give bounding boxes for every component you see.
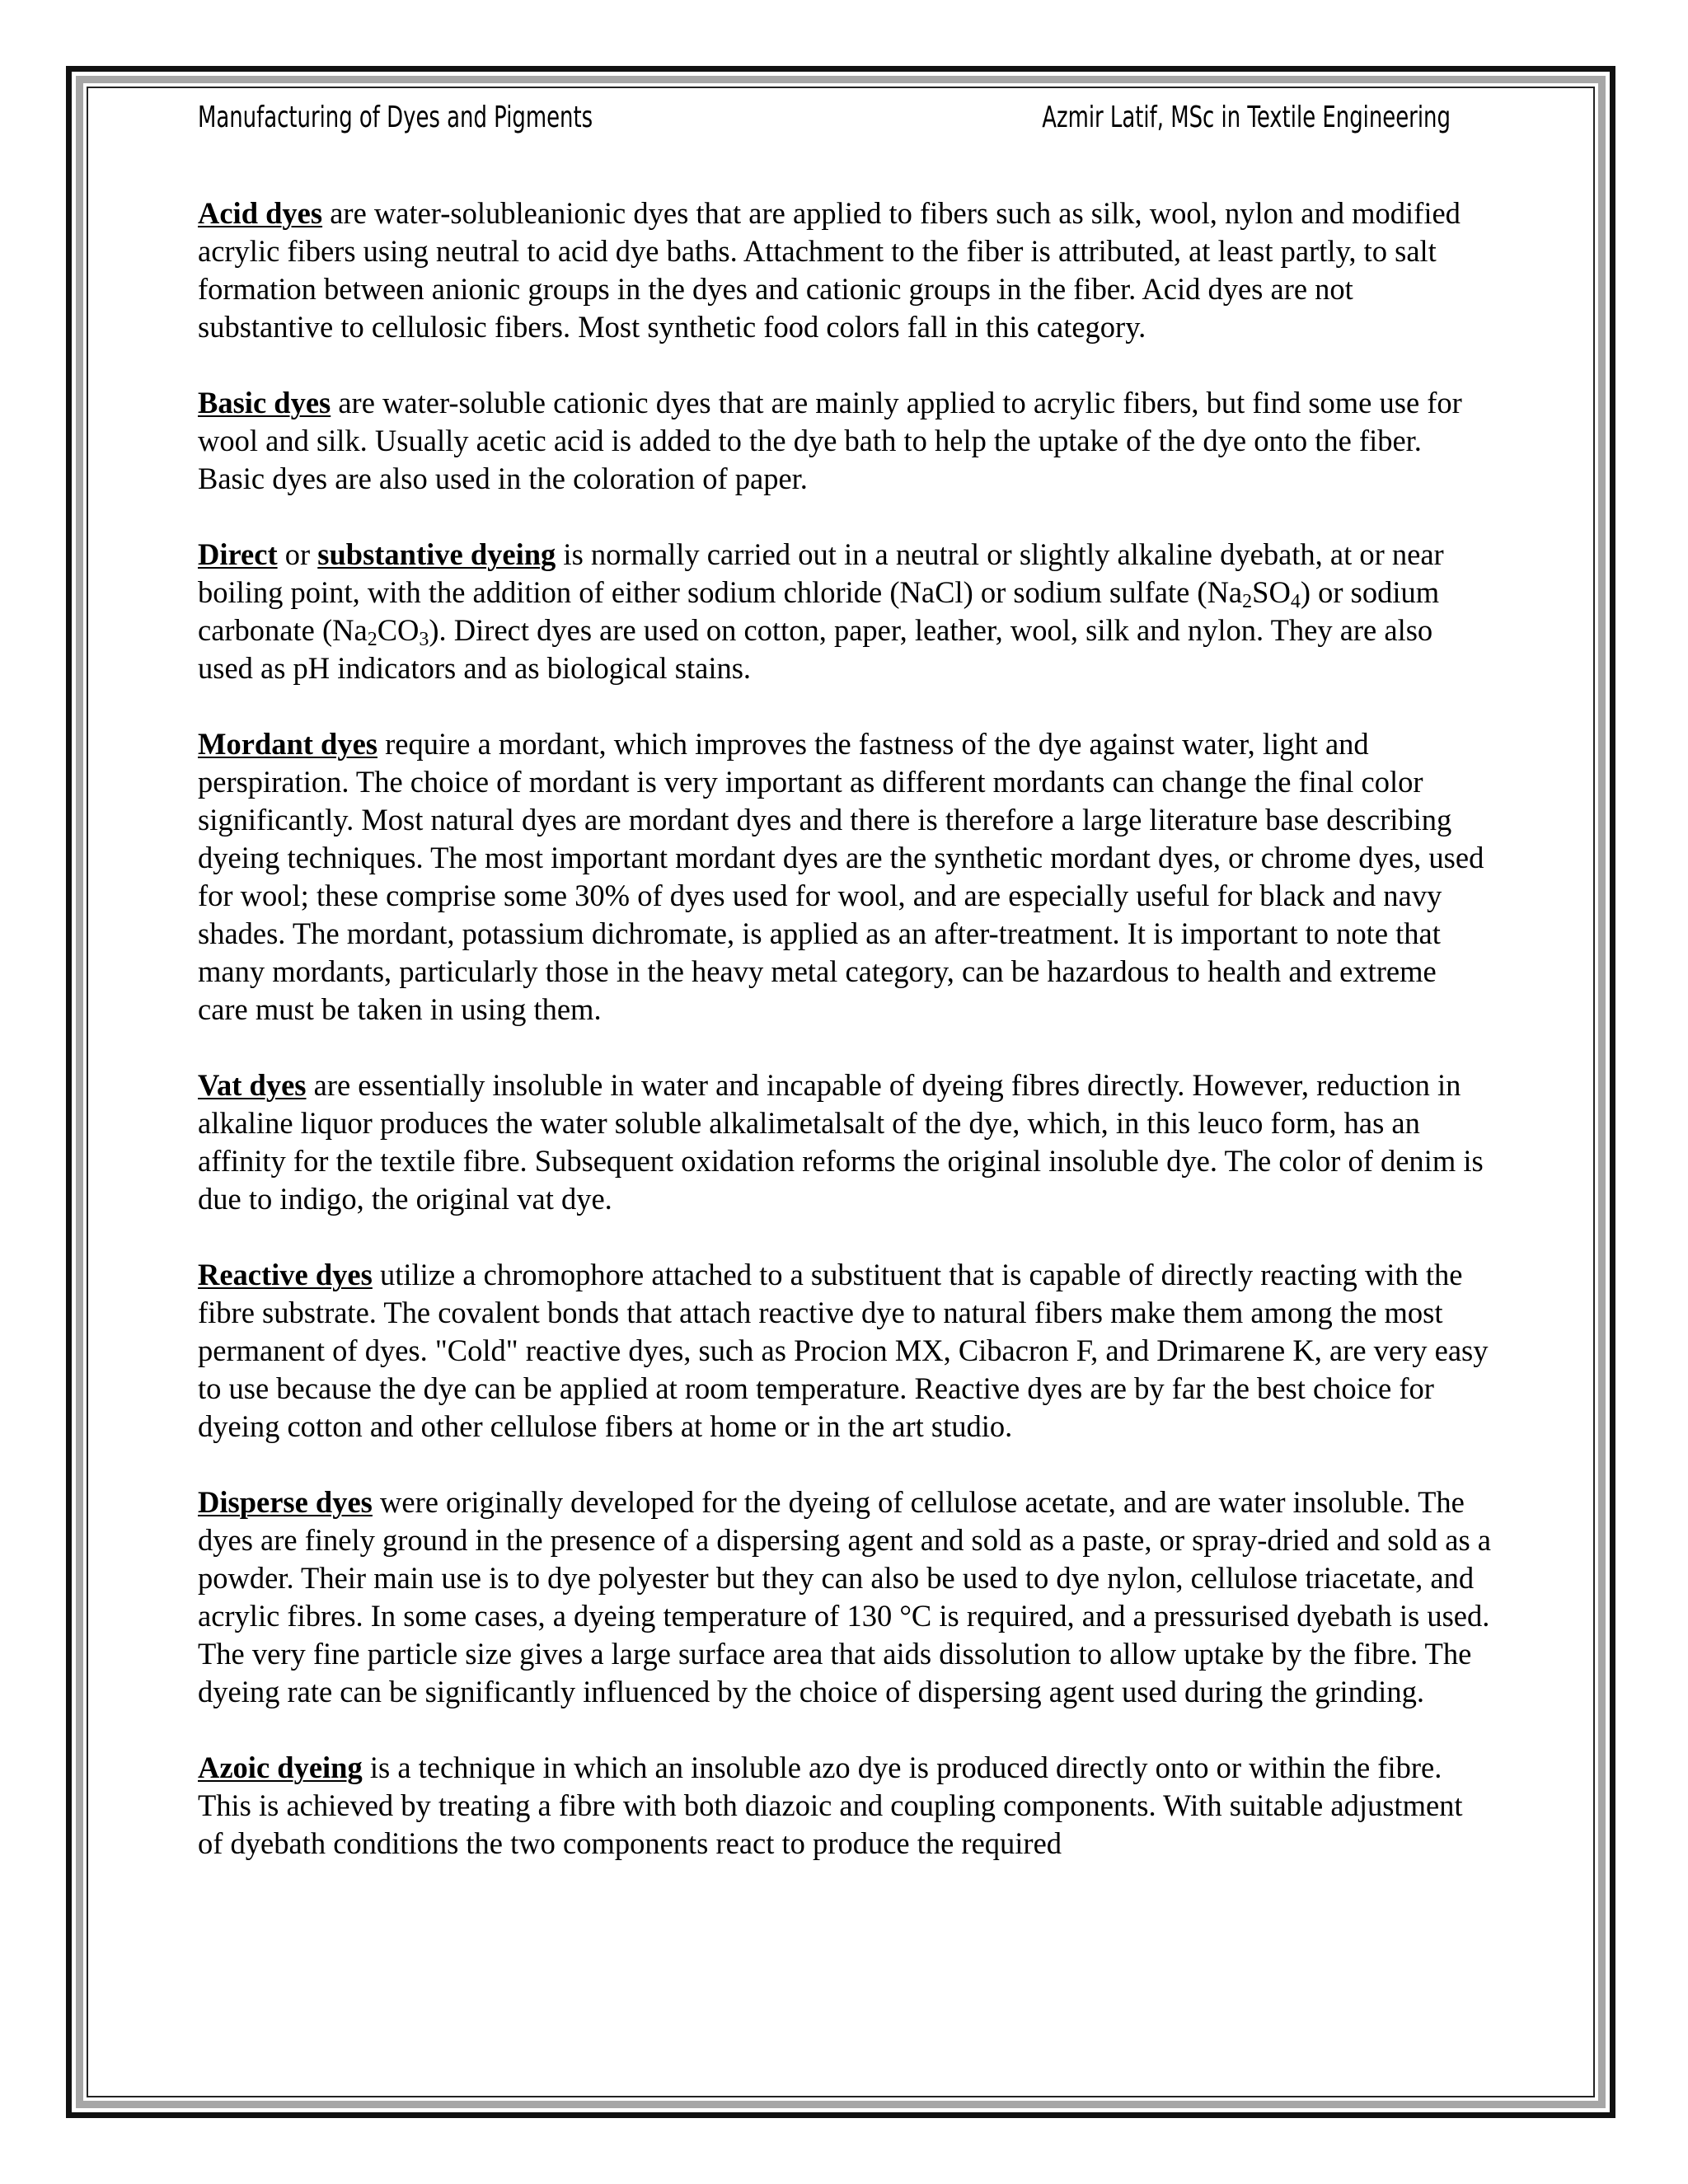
paragraph-basic-dyes	[198, 384, 1492, 498]
term-mordant-dyes: Mordant dyes	[198, 727, 377, 761]
paragraph-text: are essentially insoluble in water and incapable of dyeing fibres directly. However, reduction in alkaline liquor produces the water soluble alkalimetalsalt of the dye, which, in this leuco form, has an affinity for the textile fibre. Subsequent oxidation reforms the original insoluble dye. The color of denim is due to indigo, the original vat dye.	[198, 1068, 1484, 1216]
paragraph-text: are water-soluble cationic dyes that are mainly applied to acrylic fibers, but find some use for wool and silk. Usually acetic acid is added to the dye bath to help the uptake of the dye onto the fiber. Basic dyes are also used in the coloration of paper.	[198, 386, 1462, 495]
header-author: Azmir Latif, MSc in Textile Engineering	[1042, 101, 1451, 134]
document-body	[198, 194, 1492, 1900]
subscript: 4	[1290, 591, 1301, 612]
paragraph-azoic-dyeing	[198, 1749, 1492, 1863]
paragraph-text: is a technique in which an insoluble azo dye is produced directly onto or within the fibre. This is achieved by treating a fibre with both diazoic and coupling components. With suitable adjustment of dyebath conditions the two components react to produce the required	[198, 1750, 1463, 1860]
paragraph-reactive-dyes	[198, 1256, 1492, 1446]
header-title: Manufacturing of Dyes and Pigments	[198, 101, 593, 134]
page-header	[198, 101, 1451, 147]
paragraph-text: require a mordant, which improves the fastness of the dye against water, light and perspiration. The choice of mordant is very important as different mordants can change the final color significantly. Most natural dyes are mordant dyes and there is therefore a large literature base describing dyeing techniques. The most important mordant dyes are the synthetic mordant dyes, or chrome dyes, used for wool; these comprise some 30% of dyes used for wool, and are especially useful for black and navy shades. The mordant, potassium dichromate, is applied as an after-treatment. It is important to note that many mordants, particularly those in the heavy metal category, can be hazardous to health and extreme care must be taken in using them.	[198, 727, 1484, 1026]
paragraph-text: SO	[1252, 575, 1291, 609]
paragraph-acid-dyes	[198, 194, 1492, 346]
term-reactive-dyes: Reactive dyes	[198, 1258, 373, 1291]
paragraph-text: CO	[377, 613, 420, 647]
paragraph-text: utilize a chromophore attached to a substituent that is capable of directly reacting with the fibre substrate. The covalent bonds that attach reactive dye to natural fibers make them among the most permanent of dyes. "Cold" reactive dyes, such as Procion MX, Cibacron F, and Drimarene K, are very easy to use because the dye can be applied at room temperature. Reactive dyes are by far the best choice for dyeing cotton and other cellulose fibers at home or in the art studio.	[198, 1258, 1489, 1443]
term-vat-dyes: Vat dyes	[198, 1068, 307, 1102]
term-basic-dyes: Basic dyes	[198, 386, 331, 419]
paragraph-disperse-dyes	[198, 1483, 1492, 1711]
connector-or: or	[277, 537, 318, 571]
paragraph-text: ). Direct dyes are used on cotton, paper, leather, wool, silk and nylon. They are also used as pH indicators and as biological stains.	[198, 613, 1433, 685]
term-substantive-dyeing: substantive dyeing	[317, 537, 556, 571]
subscript: 2	[367, 629, 377, 650]
paragraph-text: is normally carried out in a neutral or slightly alkaline dyebath, at or near boiling point, with the addition of either sodium chloride (NaCl) or sodium sulfate (Na	[198, 537, 1444, 609]
paragraph-text: were originally developed for the dyeing of cellulose acetate, and are water insoluble. The dyes are finely ground in the presence of a dispersing agent and sold as a paste, or spray-dried and sold as a powder. Their main use is to dye polyester but they can also be used to dye nylon, cellulose triacetate, and acrylic fibres. In some cases, a dyeing temperature of 130 °C is required, and a pressurised dyebath is used. The very fine particle size gives a large surface area that aids dissolution to allow uptake by the fibre. The dyeing rate can be significantly influenced by the choice of dispersing agent used during the grinding.	[198, 1485, 1492, 1708]
term-direct: Direct	[198, 537, 278, 571]
paragraph-vat-dyes	[198, 1066, 1492, 1218]
term-azoic-dyeing: Azoic dyeing	[198, 1750, 363, 1784]
subscript: 2	[1242, 591, 1253, 612]
paragraph-mordant-dyes	[198, 725, 1492, 1029]
paragraph-text: are water-solubleanionic dyes that are applied to fibers such as silk, wool, nylon and modified acrylic fibers using neutral to acid dye baths. Attachment to the fiber is attributed, at least partly, to salt formation between anionic groups in the dyes and cationic groups in the fiber. Acid dyes are not substantive to cellulosic fibers. Most synthetic food colors fall in this category.	[198, 196, 1461, 344]
subscript: 3	[419, 629, 429, 650]
paragraph-direct-dyeing	[198, 536, 1492, 687]
term-acid-dyes: Acid dyes	[198, 196, 323, 230]
paragraph-text: ) or sodium carbonate (Na	[198, 575, 1440, 647]
term-disperse-dyes: Disperse dyes	[198, 1485, 373, 1519]
